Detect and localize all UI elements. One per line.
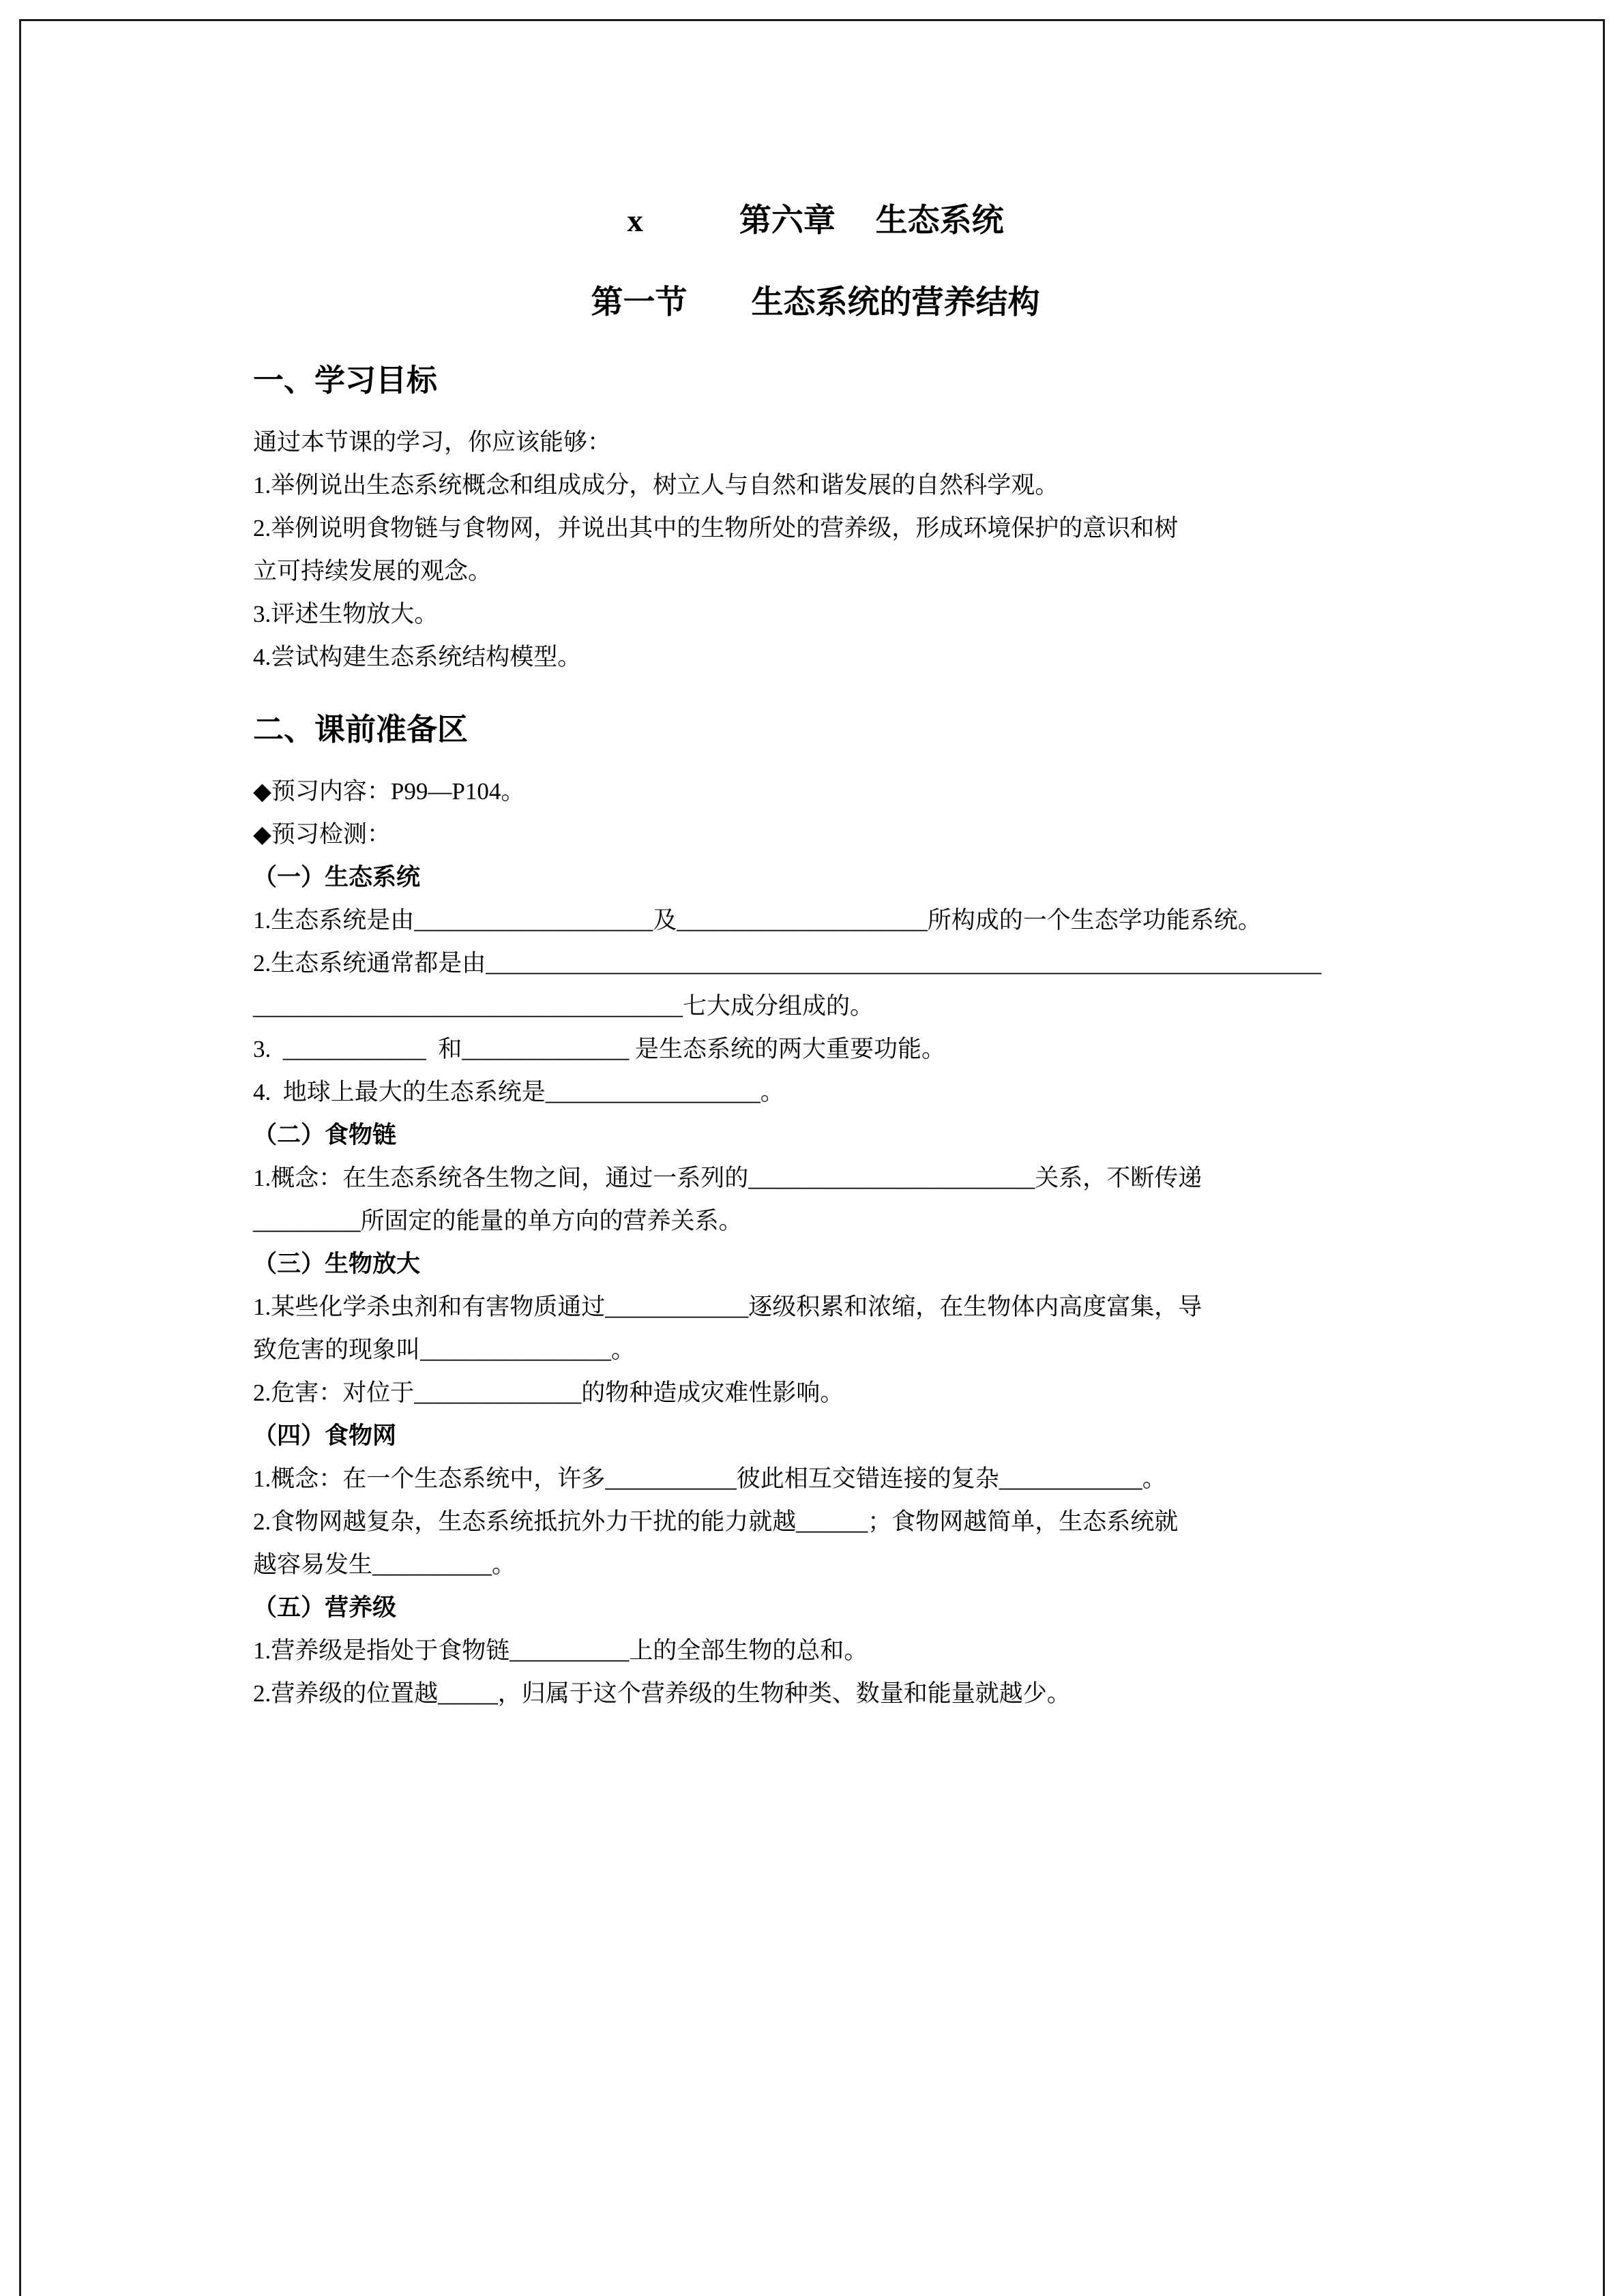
subsection-title-biomagnification: （三）生物放大 — [253, 1251, 421, 1277]
fill-blank-line: 1.概念：在生态系统各生物之间，通过一系列的________________________关系，不断传递 — [253, 1165, 1202, 1191]
chapter-title: x 第六章 生态系统 — [627, 203, 1004, 239]
fill-blank-line: ____________________________________七大成分组成的。 — [253, 993, 874, 1019]
fill-blank-line: 4. 地球上最大的生态系统是__________________。 — [253, 1079, 784, 1105]
preview-test-line: ◆预习检测： — [253, 821, 391, 848]
section-title: 第一节 生态系统的营养结构 — [591, 285, 1040, 320]
fill-blank-line: 致危害的现象叫________________。 — [253, 1337, 636, 1363]
fill-blank-line: 3. ____________ 和______________ 是生态系统的两大重要功能。 — [253, 1036, 946, 1062]
objectives-intro-line: 通过本节课的学习，你应该能够： — [253, 429, 612, 456]
subsection-title-food-web: （四）食物网 — [253, 1422, 397, 1449]
fill-blank-line: 2.营养级的位置越_____，归属于这个营养级的生物种类、数量和能量就越少。 — [253, 1680, 1071, 1707]
fill-blank-line: _________所固定的能量的单方向的营养关系。 — [253, 1208, 743, 1234]
heading-learning-objectives: 一、学习目标 — [253, 363, 438, 398]
objectives-item-line: 4.尝试构建生态系统结构模型。 — [253, 644, 582, 670]
objectives-item-line: 1.举例说出生态系统概念和组成成分，树立人与自然和谐发展的自然科学观。 — [253, 472, 1059, 498]
heading-preparation: 二、课前准备区 — [253, 712, 469, 747]
fill-blank-line: 2.危害：对位于______________的物种造成灾难性影响。 — [253, 1380, 844, 1406]
fill-blank-line: 2.食物网越复杂，生态系统抵抗外力干扰的能力就越______；食物网越简单，生态系统就 — [253, 1508, 1179, 1535]
subsection-title-trophic-level: （五）营养级 — [253, 1594, 397, 1621]
fill-blank-line: 1.营养级是指处于食物链__________上的全部生物的总和。 — [253, 1637, 868, 1664]
fill-blank-line: 1.概念：在一个生态系统中，许多___________彼此相互交错连接的复杂____________。 — [253, 1465, 1166, 1492]
document-sheet — [19, 19, 1605, 2296]
fill-blank-line: 1.某些化学杀虫剂和有害物质通过____________逐级积累和浓缩，在生物体内高度富集，导 — [253, 1294, 1202, 1320]
objectives-item-line: 立可持续发展的观念。 — [253, 558, 492, 584]
subsection-title-ecosystem: （一）生态系统 — [253, 864, 421, 891]
objectives-item-line: 2.举例说明食物链与食物网，并说出其中的生物所处的营养级，形成环境保护的意识和树 — [253, 515, 1179, 541]
subsection-title-food-chain: （二）食物链 — [253, 1122, 397, 1148]
objectives-item-line: 3.评述生物放大。 — [253, 601, 439, 627]
preview-content-line: ◆预习内容：P99—P104。 — [253, 778, 525, 805]
fill-blank-line: 2.生态系统通常都是由______________________________________________________________________ — [253, 950, 1322, 976]
fill-blank-line: 1.生态系统是由____________________及_____________________所构成的一个生态学功能系统。 — [253, 907, 1262, 934]
fill-blank-line: 越容易发生__________。 — [253, 1551, 516, 1578]
